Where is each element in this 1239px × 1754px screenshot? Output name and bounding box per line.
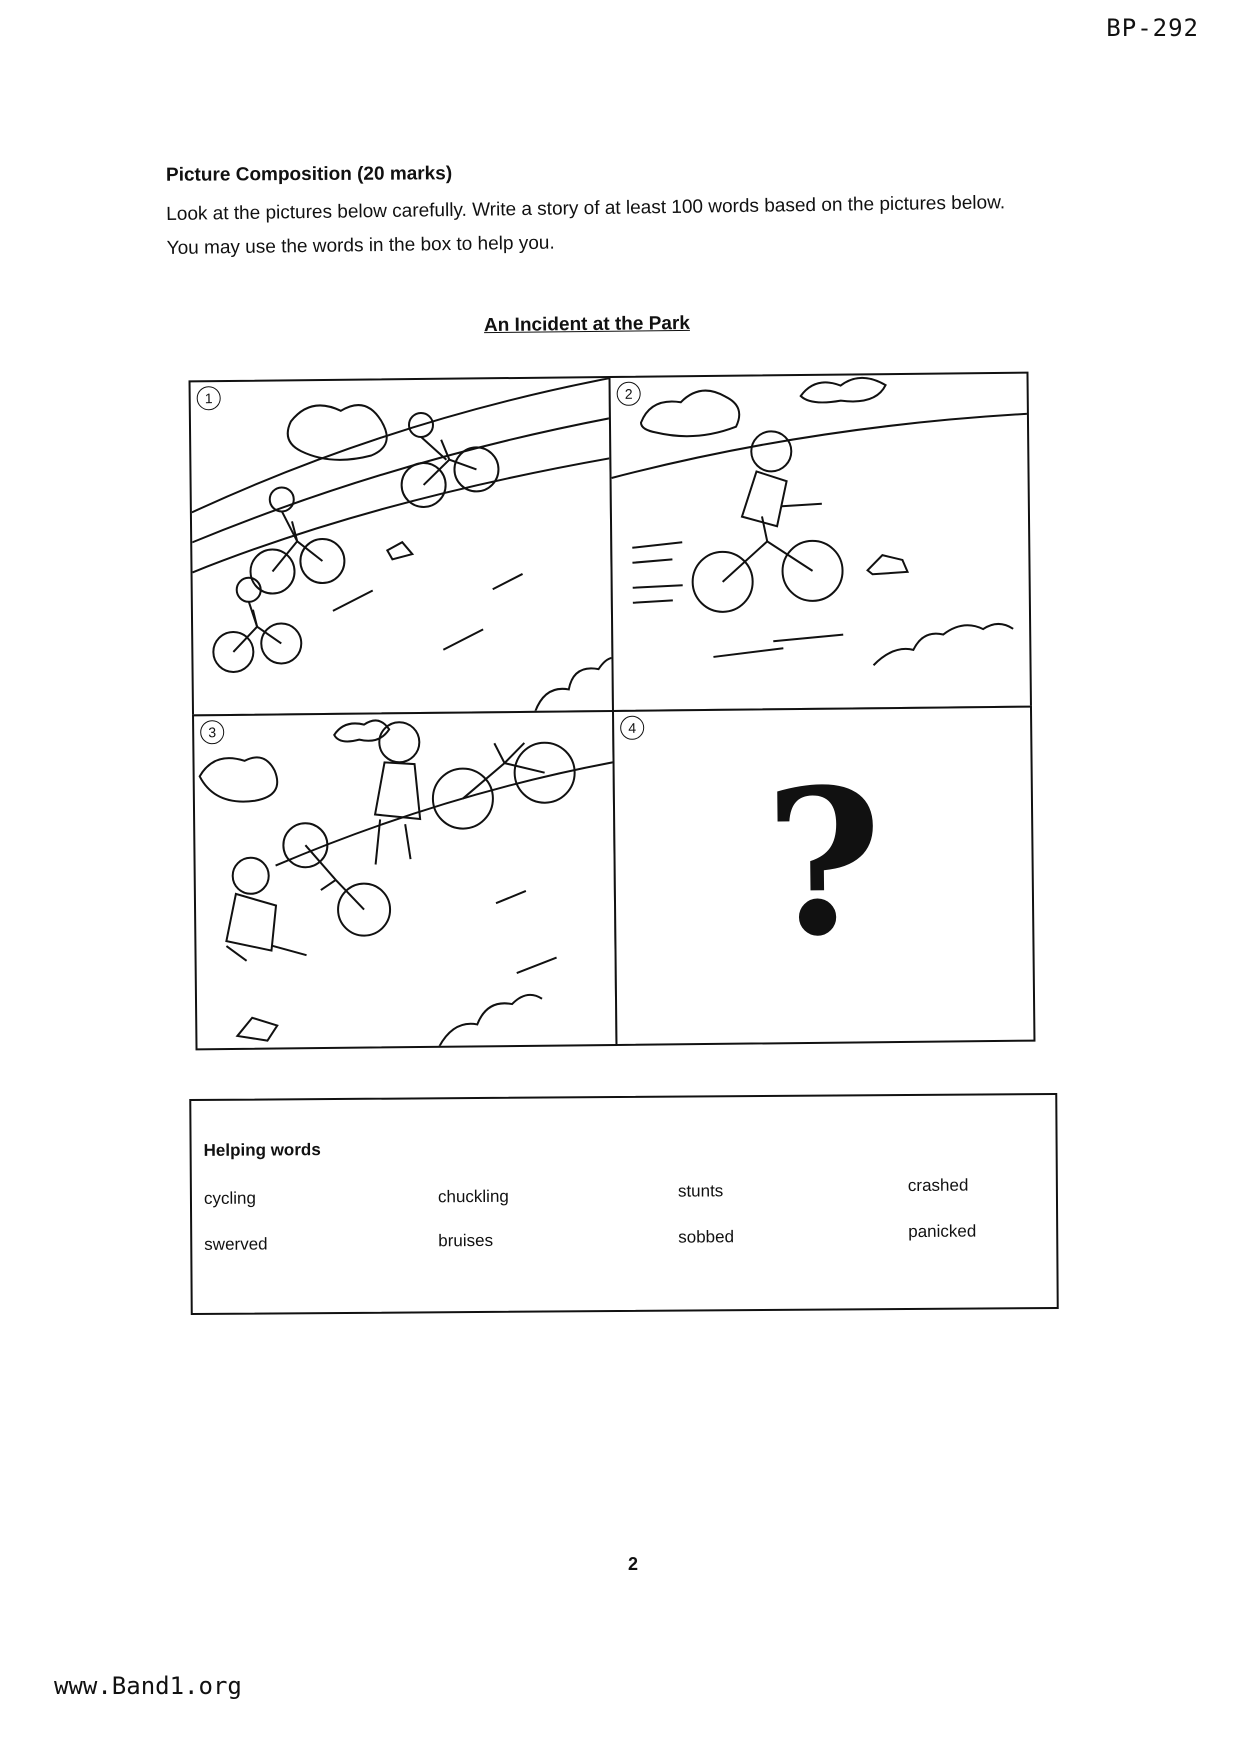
helping-word: bruises <box>438 1230 494 1251</box>
story-title: An Incident at the Park <box>483 312 690 337</box>
panel-number: 2 <box>617 382 641 406</box>
helping-word: sobbed <box>678 1227 735 1247</box>
helping-word: stunts <box>677 1181 724 1201</box>
helping-word: chuckling <box>437 1186 509 1207</box>
picture-panel-4 <box>612 706 1035 1046</box>
helping-word: swerved <box>204 1234 268 1254</box>
helping-words-title: Helping words <box>203 1140 321 1160</box>
helping-word: crashed <box>907 1175 969 1196</box>
panel-number: 3 <box>200 720 224 744</box>
picture-panel-2 <box>608 372 1031 712</box>
question-mark: ? <box>763 745 884 982</box>
panel-number: 4 <box>620 716 644 740</box>
picture-panel-3 <box>192 710 617 1050</box>
picture-panel-1 <box>189 376 614 716</box>
panel-number: 1 <box>197 386 221 410</box>
section-heading: Picture Composition (20 marks) <box>165 163 453 186</box>
panel-3-drawing <box>194 712 617 1050</box>
instructions-text: Look at the pictures below carefully. Write a story of at least 100 words based on the pictures below. You may use the words in the box to help you. <box>166 192 1006 259</box>
helping-words-box <box>189 1093 1058 1315</box>
helping-word: cycling <box>203 1188 256 1208</box>
helping-word: panicked <box>908 1221 977 1242</box>
document-code: BP-292 <box>1106 14 1199 42</box>
picture-panels <box>189 372 1036 1051</box>
panel-1-drawing <box>191 378 614 716</box>
page-number: 2 <box>628 1554 639 1574</box>
website-footer: www.Band1.org <box>54 1672 242 1700</box>
panel-2-drawing <box>611 374 1032 712</box>
